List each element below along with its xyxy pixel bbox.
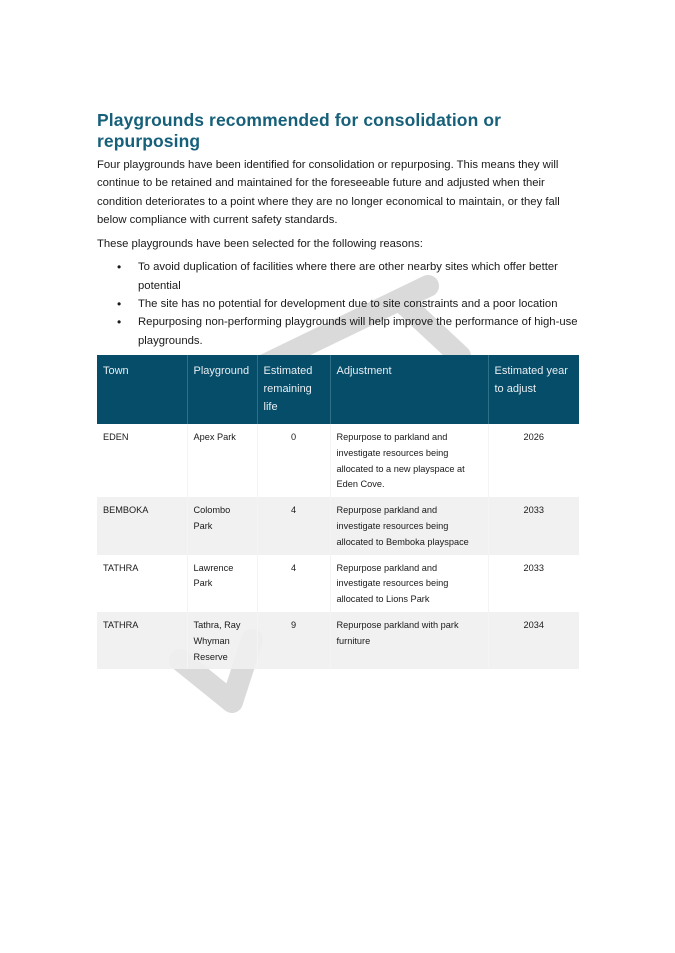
cell-remaining-life: 4 — [257, 555, 330, 612]
cell-remaining-life: 9 — [257, 612, 330, 669]
intro-paragraph: Four playgrounds have been identified for consolidation or repurposing. This means they will continue to be retained and maintained for the foreseeable future and adjusted when their condition deteriorates to a point where they are no longer economical to maintain, or they fall below compliance with current safety standards. — [97, 159, 560, 226]
cell-town: EDEN — [97, 424, 187, 497]
cell-playground: Tathra, Ray Whyman Reserve — [187, 612, 257, 669]
table-row — [97, 555, 579, 612]
header-remaining-life: Estimated remaining life — [257, 355, 330, 424]
cell-town: TATHRA — [97, 555, 187, 612]
cell-remaining-life: 0 — [257, 424, 330, 497]
document-content — [97, 110, 582, 669]
header-year: Estimated year to adjust — [488, 355, 579, 424]
cell-adjustment: Repurpose parkland and investigate resources being allocated to Lions Park — [330, 555, 488, 612]
reason-item: • The site has no potential for development due to site constraints and a poor location — [138, 295, 582, 313]
playgrounds-table — [97, 355, 579, 669]
header-adjustment: Adjustment — [330, 355, 488, 424]
cell-playground: Apex Park — [187, 424, 257, 497]
cell-town: TATHRA — [97, 612, 187, 669]
cell-town: BEMBOKA — [97, 497, 187, 554]
reason-item: • To avoid duplication of facilities where there are other nearby sites which offer better potential — [138, 258, 582, 295]
cell-adjustment: Repurpose parkland with park furniture — [330, 612, 488, 669]
cell-year: 2034 — [488, 612, 579, 669]
header-town: Town — [97, 355, 187, 424]
cell-year: 2033 — [488, 555, 579, 612]
cell-adjustment: Repurpose to parkland and investigate resources being allocated to a new playspace at Eden Cove. — [330, 424, 488, 497]
cell-remaining-life: 4 — [257, 497, 330, 554]
table-header-row — [97, 355, 579, 424]
section-title: Playgrounds recommended for consolidation or repurposing — [97, 110, 502, 151]
cell-playground: Lawrence Park — [187, 555, 257, 612]
reason-item: • Repurposing non-performing playgrounds will help improve the performance of high-use playgrounds. — [138, 313, 582, 350]
table-row — [97, 497, 579, 554]
reasons-list — [97, 258, 582, 349]
table-row — [97, 612, 579, 669]
cell-playground: Colombo Park — [187, 497, 257, 554]
header-playground: Playground — [187, 355, 257, 424]
cell-year: 2033 — [488, 497, 579, 554]
cell-year: 2026 — [488, 424, 579, 497]
reasons-lead: These playgrounds have been selected for the following reasons: — [97, 238, 423, 251]
cell-adjustment: Repurpose parkland and investigate resources being allocated to Bemboka playspace — [330, 497, 488, 554]
table-row — [97, 424, 579, 497]
